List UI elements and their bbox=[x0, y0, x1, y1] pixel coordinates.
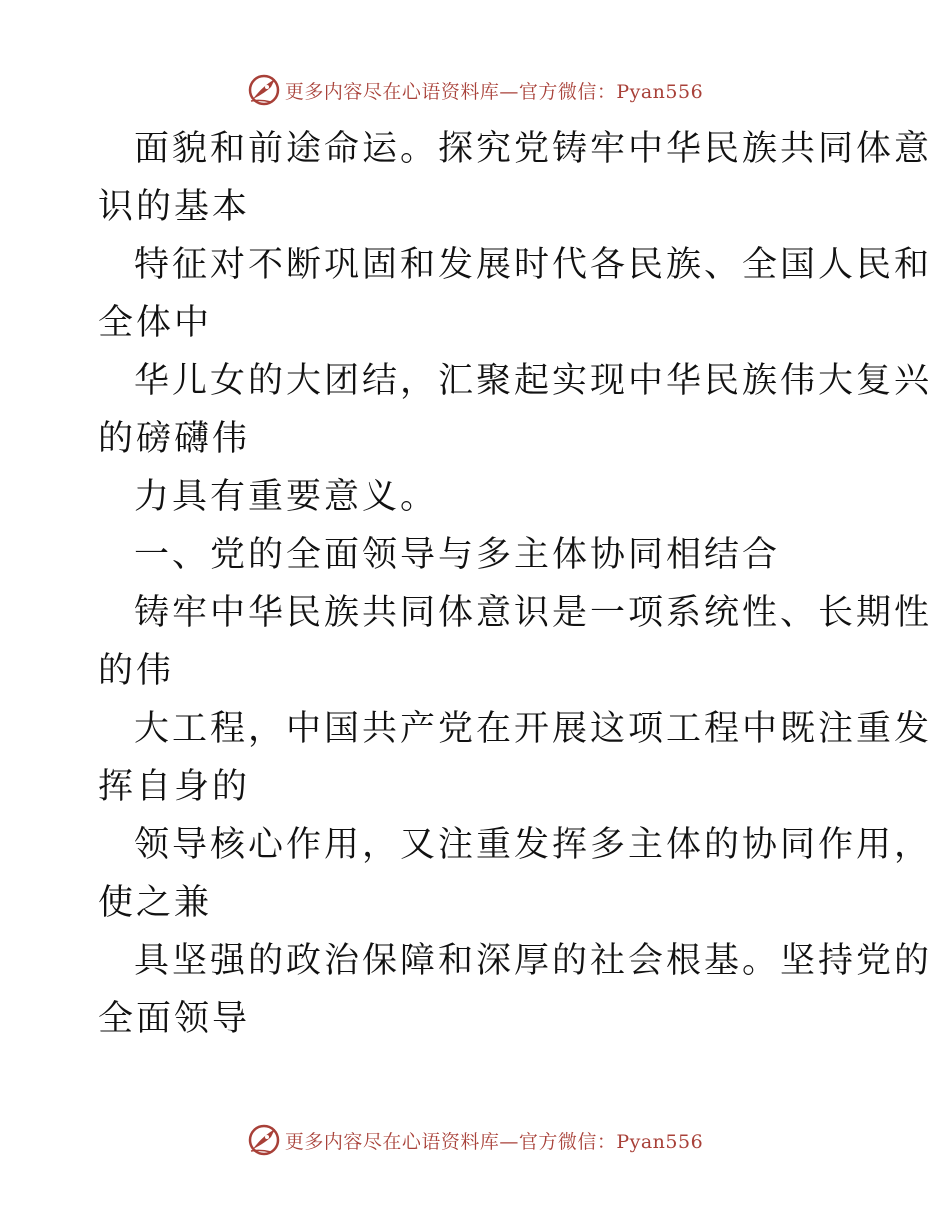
body-line: 全体中 bbox=[98, 303, 213, 343]
footer-watermark-text: 更多内容尽在心语资料库—官方微信：Pyan556 bbox=[284, 1130, 704, 1153]
body-line: 使之兼 bbox=[98, 883, 213, 923]
body-line: 铸牢中华民族共同体意识是一项系统性、长期性 bbox=[134, 593, 933, 633]
body-line: 领导核心作用，又注重发挥多主体的协同作用， bbox=[134, 825, 933, 865]
document-body bbox=[98, 120, 933, 1048]
pen-nib-logo-icon bbox=[247, 73, 281, 107]
body-line: 特征对不断巩固和发展时代各民族、全国人民和 bbox=[134, 245, 933, 285]
body-line: 力具有重要意义。 bbox=[134, 477, 439, 517]
body-line: 华儿女的大团结，汇聚起实现中华民族伟大复兴 bbox=[134, 361, 933, 401]
section-heading: 一、党的全面领导与多主体协同相结合 bbox=[134, 535, 781, 575]
body-line: 识的基本 bbox=[98, 187, 251, 227]
footer-watermark bbox=[0, 1120, 950, 1160]
header-watermark bbox=[0, 70, 950, 110]
header-watermark-text: 更多内容尽在心语资料库—官方微信：Pyan556 bbox=[284, 80, 704, 103]
body-line: 全面领导 bbox=[98, 999, 251, 1039]
body-line: 大工程，中国共产党在开展这项工程中既注重发 bbox=[134, 709, 933, 749]
body-line: 的磅礴伟 bbox=[98, 419, 251, 459]
body-line: 面貌和前途命运。探究党铸牢中华民族共同体意 bbox=[134, 129, 933, 169]
pen-nib-logo-icon bbox=[247, 1123, 281, 1157]
body-line: 的伟 bbox=[98, 651, 175, 691]
body-line: 具坚强的政治保障和深厚的社会根基。坚持党的 bbox=[134, 941, 933, 981]
body-line: 挥自身的 bbox=[98, 767, 251, 807]
